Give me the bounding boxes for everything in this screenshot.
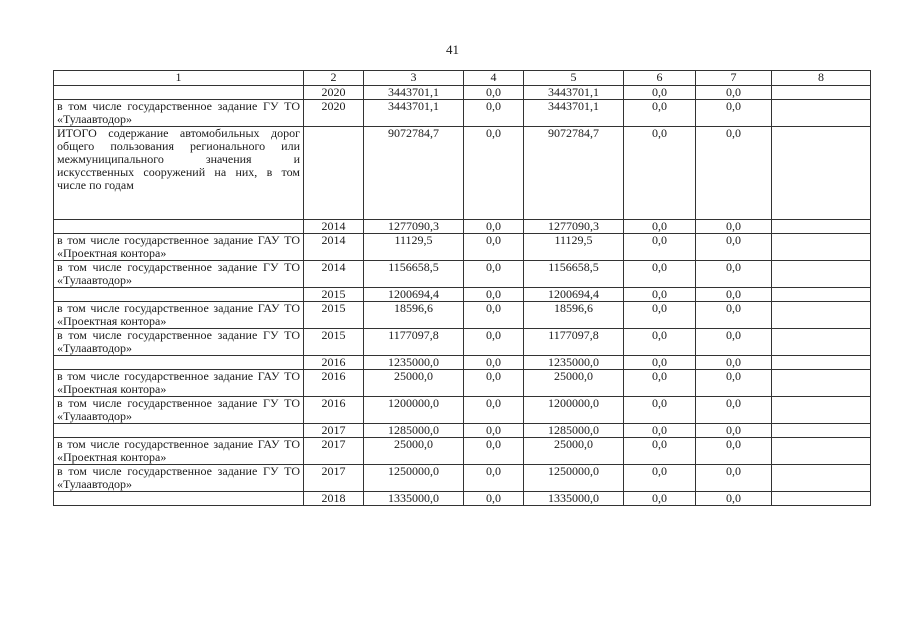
col5-value-cell: 3443701,1 [524,86,624,100]
header-cell: 3 [364,71,464,86]
header-cell: 6 [624,71,696,86]
col8-value-cell [772,397,871,424]
description-cell [54,424,304,438]
col7-value-cell: 0,0 [696,220,772,234]
col3-value-cell: 18596,6 [364,302,464,329]
col8-value-cell [772,261,871,288]
table-row [54,302,871,329]
col6-value-cell: 0,0 [624,261,696,288]
col7-value-cell: 0,0 [696,261,772,288]
col5-value-cell: 9072784,7 [524,127,624,220]
col7-value-cell: 0,0 [696,329,772,356]
col7-value-cell: 0,0 [696,424,772,438]
table-row [54,86,871,100]
col3-value-cell: 1200000,0 [364,397,464,424]
col3-value-cell: 1277090,3 [364,220,464,234]
year-cell: 2016 [304,356,364,370]
col5-value-cell: 25000,0 [524,370,624,397]
col5-value-cell: 1285000,0 [524,424,624,438]
col7-value-cell: 0,0 [696,288,772,302]
col8-value-cell [772,302,871,329]
year-cell: 2016 [304,370,364,397]
table-row [54,492,871,506]
col8-value-cell [772,86,871,100]
description-cell [54,86,304,100]
header-cell: 1 [54,71,304,86]
table-row [54,397,871,424]
col5-value-cell: 1156658,5 [524,261,624,288]
col6-value-cell: 0,0 [624,234,696,261]
table-row [54,127,871,220]
col8-value-cell [772,220,871,234]
col8-value-cell [772,438,871,465]
table-row [54,288,871,302]
col3-value-cell: 1177097,8 [364,329,464,356]
col8-value-cell [772,492,871,506]
col5-value-cell: 1335000,0 [524,492,624,506]
description-cell: в том числе государственное задание ГАУ ТО «Проектная контора» [54,370,304,397]
header-cell: 2 [304,71,364,86]
col6-value-cell: 0,0 [624,288,696,302]
col6-value-cell: 0,0 [624,100,696,127]
col6-value-cell: 0,0 [624,220,696,234]
col4-value-cell: 0,0 [464,220,524,234]
table-row [54,370,871,397]
description-cell: в том числе государственное задание ГУ ТО «Тулаавтодор» [54,397,304,424]
budget-table [53,70,871,506]
header-cell: 8 [772,71,871,86]
col4-value-cell: 0,0 [464,424,524,438]
col6-value-cell: 0,0 [624,465,696,492]
year-cell: 2020 [304,86,364,100]
year-cell: 2016 [304,397,364,424]
col6-value-cell: 0,0 [624,86,696,100]
description-cell: в том числе государственное задание ГУ ТО «Тулаавтодор» [54,465,304,492]
year-cell: 2014 [304,261,364,288]
col8-value-cell [772,288,871,302]
description-cell: в том числе государственное задание ГАУ ТО «Проектная контора» [54,438,304,465]
col5-value-cell: 1277090,3 [524,220,624,234]
col3-value-cell: 1250000,0 [364,465,464,492]
col7-value-cell: 0,0 [696,234,772,261]
col6-value-cell: 0,0 [624,492,696,506]
col4-value-cell: 0,0 [464,370,524,397]
col6-value-cell: 0,0 [624,329,696,356]
col4-value-cell: 0,0 [464,329,524,356]
col4-value-cell: 0,0 [464,288,524,302]
col4-value-cell: 0,0 [464,356,524,370]
col6-value-cell: 0,0 [624,424,696,438]
col7-value-cell: 0,0 [696,127,772,220]
col7-value-cell: 0,0 [696,302,772,329]
col8-value-cell [772,100,871,127]
description-cell: в том числе государственное задание ГАУ ТО «Проектная контора» [54,302,304,329]
col7-value-cell: 0,0 [696,86,772,100]
col4-value-cell: 0,0 [464,86,524,100]
col3-value-cell: 25000,0 [364,370,464,397]
col3-value-cell: 9072784,7 [364,127,464,220]
table-row [54,438,871,465]
col8-value-cell [772,234,871,261]
year-cell: 2017 [304,465,364,492]
col3-value-cell: 11129,5 [364,234,464,261]
header-cell: 4 [464,71,524,86]
description-cell: в том числе государственное задание ГАУ ТО «Проектная контора» [54,234,304,261]
col6-value-cell: 0,0 [624,302,696,329]
col6-value-cell: 0,0 [624,356,696,370]
table-row [54,465,871,492]
col7-value-cell: 0,0 [696,492,772,506]
year-cell: 2014 [304,234,364,261]
col4-value-cell: 0,0 [464,127,524,220]
col5-value-cell: 1250000,0 [524,465,624,492]
col3-value-cell: 1235000,0 [364,356,464,370]
col3-value-cell: 1200694,4 [364,288,464,302]
description-cell [54,288,304,302]
year-cell: 2015 [304,329,364,356]
col4-value-cell: 0,0 [464,302,524,329]
table-row [54,234,871,261]
year-cell: 2018 [304,492,364,506]
col5-value-cell: 1177097,8 [524,329,624,356]
col3-value-cell: 1156658,5 [364,261,464,288]
col6-value-cell: 0,0 [624,438,696,465]
col7-value-cell: 0,0 [696,100,772,127]
col8-value-cell [772,356,871,370]
col7-value-cell: 0,0 [696,397,772,424]
header-cell: 5 [524,71,624,86]
col4-value-cell: 0,0 [464,492,524,506]
col3-value-cell: 3443701,1 [364,100,464,127]
description-cell [54,492,304,506]
col4-value-cell: 0,0 [464,397,524,424]
col8-value-cell [772,465,871,492]
col5-value-cell: 1200694,4 [524,288,624,302]
col7-value-cell: 0,0 [696,370,772,397]
col7-value-cell: 0,0 [696,438,772,465]
year-cell: 2017 [304,438,364,465]
year-cell: 2015 [304,288,364,302]
year-cell: 2020 [304,100,364,127]
col6-value-cell: 0,0 [624,127,696,220]
year-cell: 2014 [304,220,364,234]
col8-value-cell [772,127,871,220]
col3-value-cell: 1335000,0 [364,492,464,506]
description-cell [54,356,304,370]
page-number: 41 [446,42,459,57]
col5-value-cell: 1200000,0 [524,397,624,424]
description-cell: в том числе государственное задание ГУ ТО «Тулаавтодор» [54,329,304,356]
year-cell: 2017 [304,424,364,438]
table-row [54,329,871,356]
table-row [54,100,871,127]
table-row [54,424,871,438]
col4-value-cell: 0,0 [464,234,524,261]
col5-value-cell: 3443701,1 [524,100,624,127]
col3-value-cell: 25000,0 [364,438,464,465]
col5-value-cell: 1235000,0 [524,356,624,370]
col8-value-cell [772,424,871,438]
col6-value-cell: 0,0 [624,370,696,397]
col7-value-cell: 0,0 [696,356,772,370]
header-cell: 7 [696,71,772,86]
col3-value-cell: 1285000,0 [364,424,464,438]
description-cell: в том числе государственное задание ГУ ТО «Тулаавтодор» [54,261,304,288]
col4-value-cell: 0,0 [464,261,524,288]
description-cell: ИТОГО содержание автомобильных дорог общего пользования регионального или межмуниципального значения и искусственных сооружений на них, в том числе по годам [54,127,304,220]
table-row [54,356,871,370]
description-cell: в том числе государственное задание ГУ ТО «Тулаавтодор» [54,100,304,127]
col6-value-cell: 0,0 [624,397,696,424]
col5-value-cell: 18596,6 [524,302,624,329]
col8-value-cell [772,370,871,397]
year-cell [304,127,364,220]
col4-value-cell: 0,0 [464,465,524,492]
table-row [54,220,871,234]
col8-value-cell [772,329,871,356]
col5-value-cell: 25000,0 [524,438,624,465]
col3-value-cell: 3443701,1 [364,86,464,100]
year-cell: 2015 [304,302,364,329]
table-row [54,261,871,288]
description-cell [54,220,304,234]
col5-value-cell: 11129,5 [524,234,624,261]
col7-value-cell: 0,0 [696,465,772,492]
col4-value-cell: 0,0 [464,438,524,465]
col4-value-cell: 0,0 [464,100,524,127]
header-row [54,71,871,86]
